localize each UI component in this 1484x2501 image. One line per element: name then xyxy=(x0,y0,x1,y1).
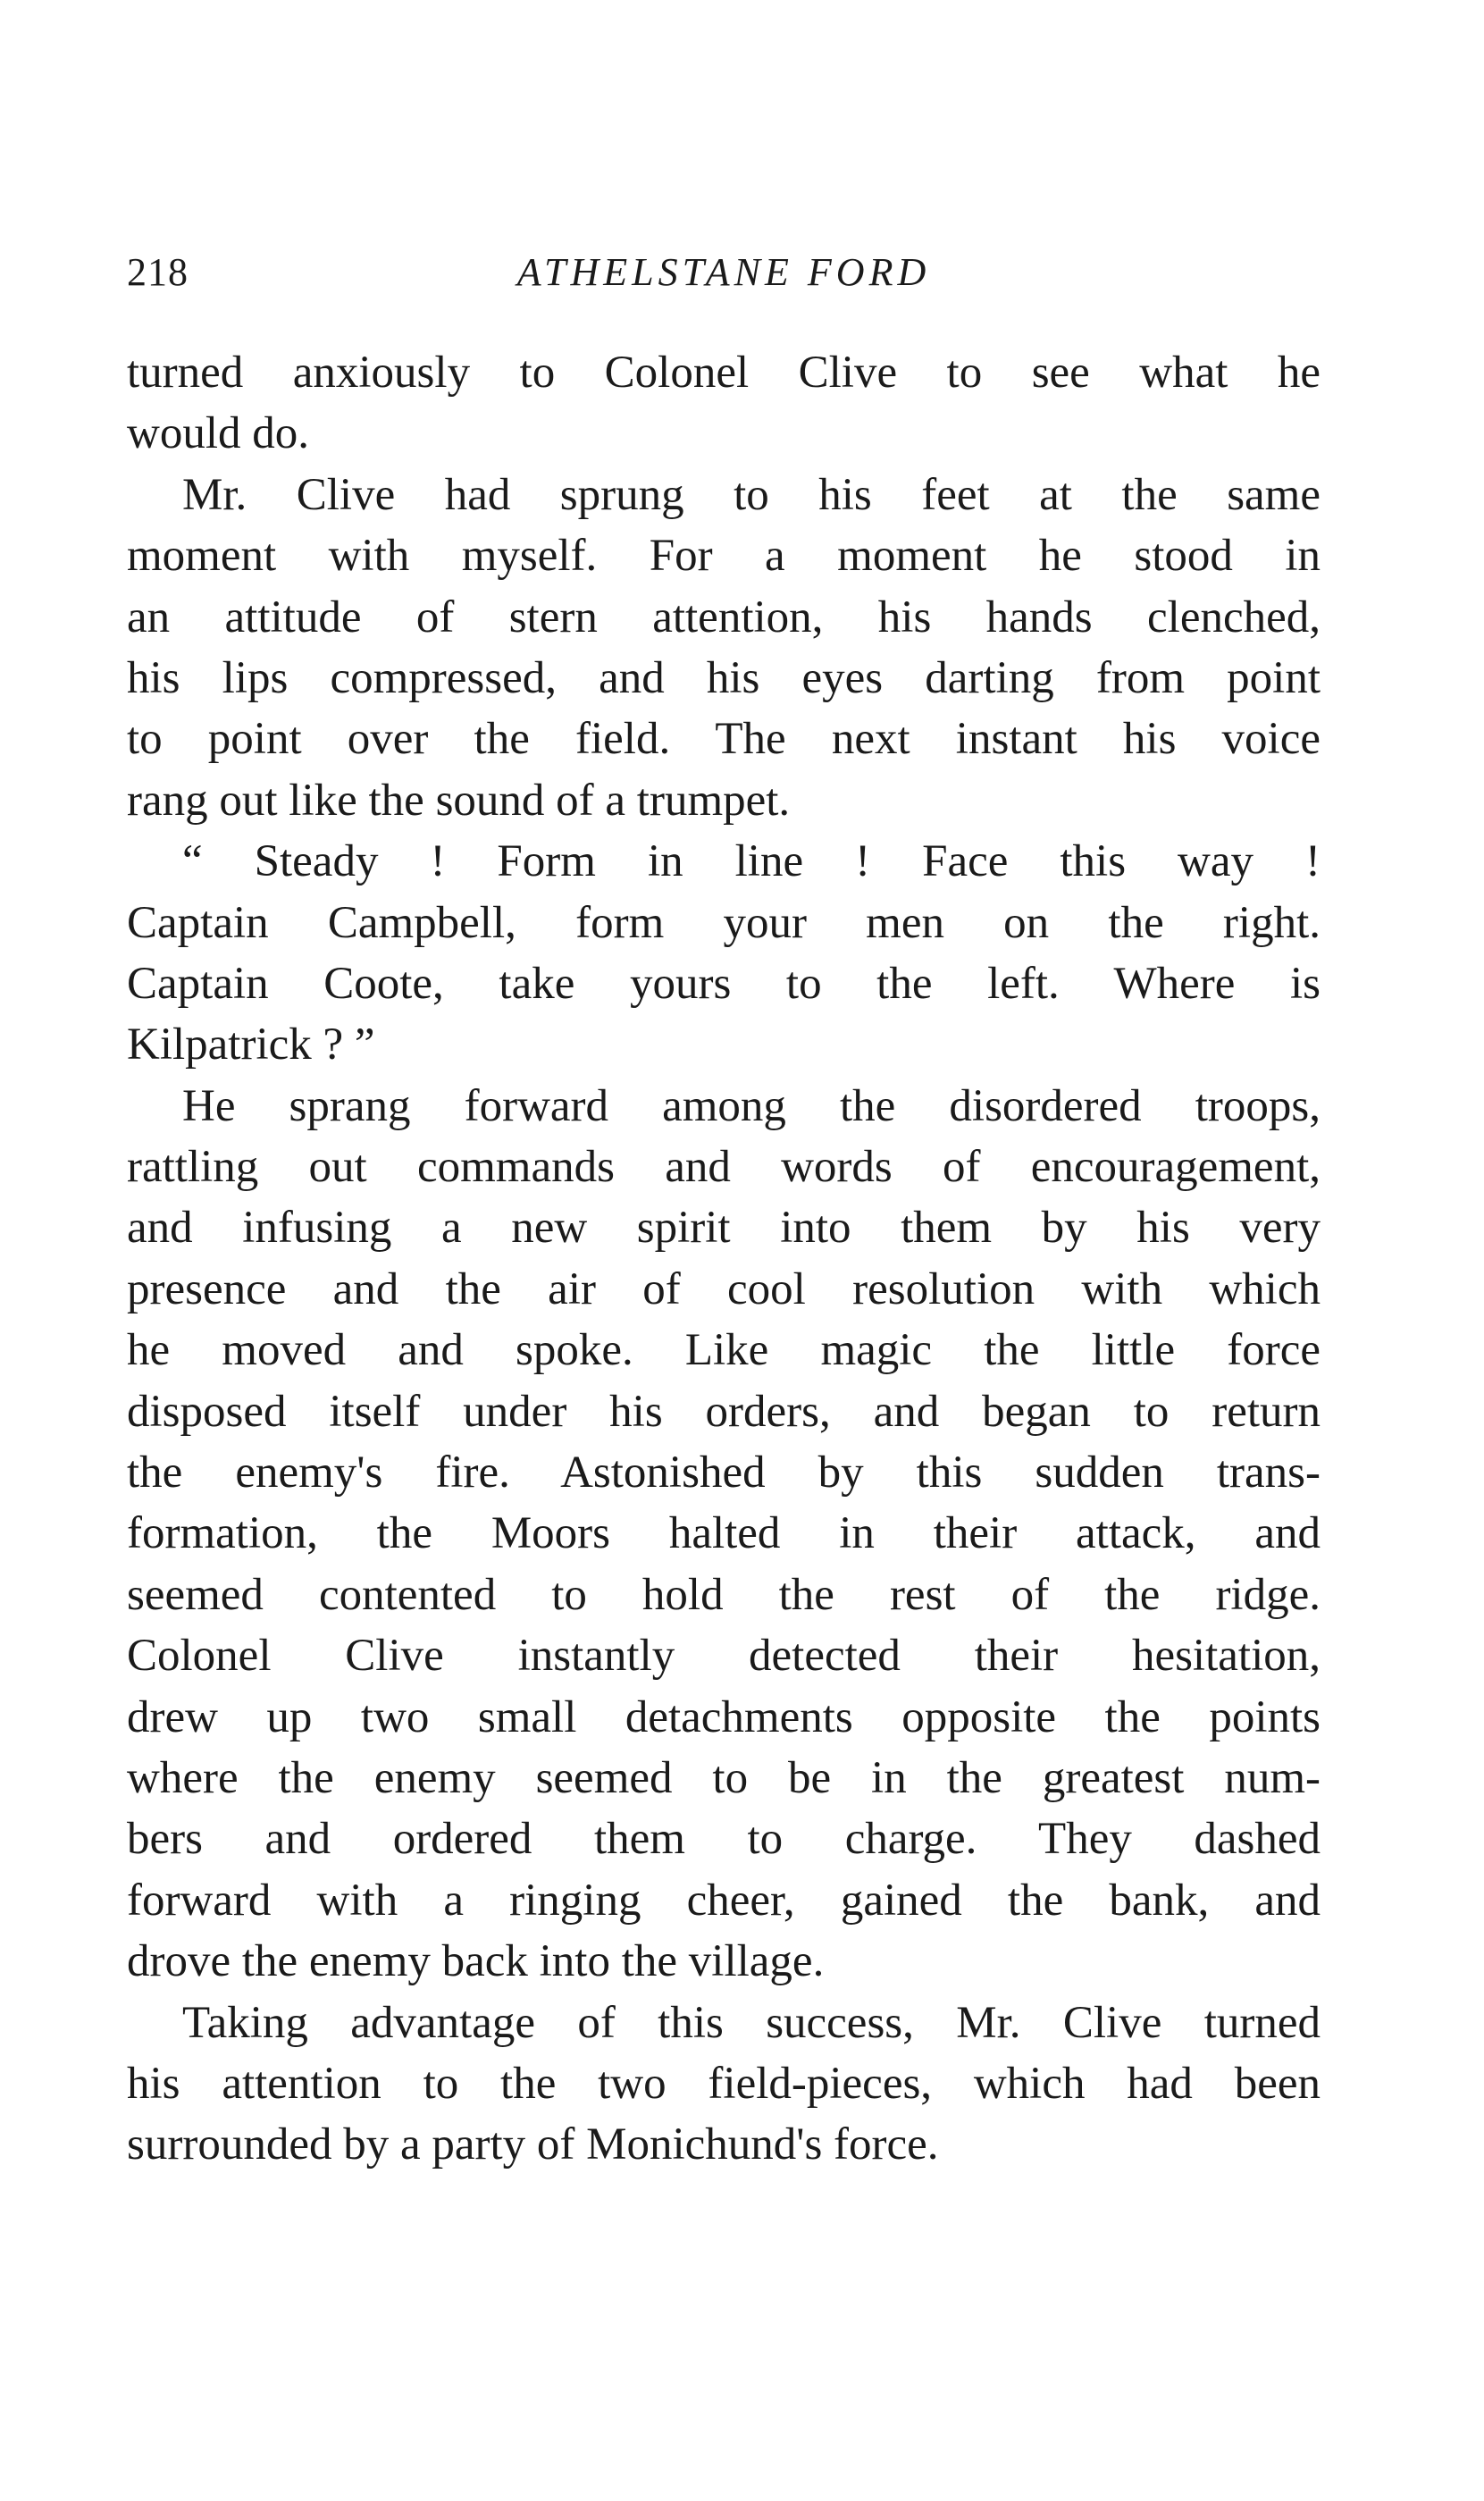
text-line: to point over the field. The next instant his voice xyxy=(127,714,1321,765)
text-line: the enemy's fire. Astonished by this sudden trans- xyxy=(127,1448,1321,1498)
text-line: his attention to the two field-pieces, which had been xyxy=(127,2058,1321,2109)
running-title: ATHELSTANE FORD xyxy=(516,250,931,294)
text-line: rang out like the sound of a trumpet. xyxy=(127,775,791,826)
text-line: He sprang forward among the disordered troops, xyxy=(182,1080,1321,1131)
text-line: where the enemy seemed to be in the greatest num- xyxy=(127,1752,1321,1803)
text-line: turned anxiously to Colonel Clive to see what he xyxy=(127,348,1321,398)
text-line: rattling out commands and words of encouragement, xyxy=(127,1142,1321,1193)
text-line: presence and the air of cool resolution with which xyxy=(127,1263,1321,1314)
text-line: formation, the Moors halted in their attack, and xyxy=(127,1508,1321,1559)
running-head xyxy=(127,241,1321,304)
text-line: moment with myself. For a moment he stood in xyxy=(127,531,1321,582)
text-line: bers and ordered them to charge. They dashed xyxy=(127,1814,1321,1865)
text-line: an attitude of stern attention, his hands clenched, xyxy=(127,592,1321,642)
text-line: “ Steady ! Form in line ! Face this way ! xyxy=(182,836,1321,887)
text-line: Captain Coote, take yours to the left. Where is xyxy=(127,958,1321,1009)
text-line: Mr. Clive had sprung to his feet at the same xyxy=(182,469,1321,520)
text-line: and infusing a new spirit into them by his very xyxy=(127,1203,1321,1254)
text-line: Kilpatrick ? ” xyxy=(127,1020,375,1070)
text-line: seemed contented to hold the rest of the ridge. xyxy=(127,1569,1321,1620)
text-line: he moved and spoke. Like magic the little force xyxy=(127,1325,1321,1376)
text-line: would do. xyxy=(127,408,309,459)
text-line: his lips compressed, and his eyes darting from point xyxy=(127,652,1321,703)
text-line: drove the enemy back into the village. xyxy=(127,1936,825,1987)
page-number: 218 xyxy=(127,250,189,294)
text-line: Colonel Clive instantly detected their hesitation, xyxy=(127,1631,1321,1682)
text-line: disposed itself under his orders, and began to return xyxy=(127,1386,1321,1437)
text-line: forward with a ringing cheer, gained the bank, and xyxy=(127,1875,1321,1926)
text-line: surrounded by a party of Monichund's force. xyxy=(127,2119,939,2170)
text-line: drew up two small detachments opposite the points xyxy=(127,1691,1321,1742)
text-line: Taking advantage of this success, Mr. Clive turned xyxy=(182,1997,1321,2048)
text-line: Captain Campbell, form your men on the right. xyxy=(127,897,1321,948)
body-text xyxy=(127,342,1321,2176)
